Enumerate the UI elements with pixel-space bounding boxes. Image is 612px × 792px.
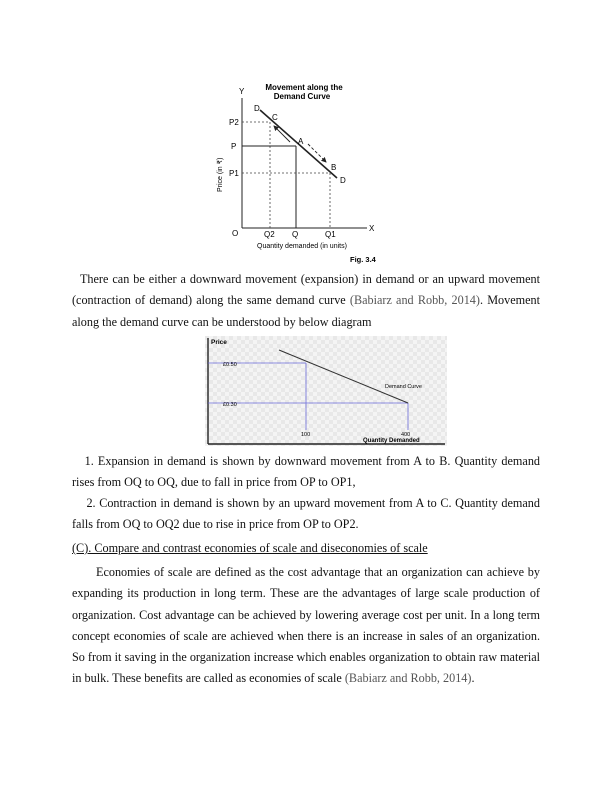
list-item-1-text: 1. Expansion in demand is shown by downward movement from A to B. Quantity demand rises from OQ to OQ, due to fall in price from OP to OP1, xyxy=(72,454,541,490)
point-d-bottom: D xyxy=(340,176,346,185)
list-item-2-text: 2. Contraction in demand is shown by an upward movement from A to C. Quantity demand falls from OQ to OQ2 due to rise in price from OP to OP2. xyxy=(72,496,540,532)
price-label-p2: P2 xyxy=(229,118,239,127)
section-heading: (C). Compare and contrast economies of scale and diseconomies of scale xyxy=(72,541,428,555)
point-d-top: D xyxy=(254,104,260,113)
x-axis-letter: X xyxy=(369,224,375,233)
x-axis-label: Quantity demanded (in units) xyxy=(257,243,347,250)
price-label-p: P xyxy=(231,142,237,151)
paragraph-movement-text: There can be either a downward movement (expansion) in demand or an upward movement (contraction of demand) along the same demand curve xyxy=(72,272,540,308)
citation: (Babiarz and Robb, 2014) xyxy=(349,293,480,308)
y-axis-label: Price (in ₹) xyxy=(217,157,224,192)
y-tick-030: £0.30 xyxy=(223,402,237,408)
list-item xyxy=(72,493,540,536)
diagram-y-label: Price xyxy=(211,339,227,346)
quantity-label-q: Q xyxy=(292,230,299,239)
diagram-background xyxy=(205,336,447,446)
point-a: A xyxy=(298,137,304,146)
citation: (Babiarz and Robb, 2014) xyxy=(344,671,472,686)
y-axis-letter: Y xyxy=(239,87,245,96)
price-label-p1: P1 xyxy=(229,169,239,178)
y-tick-050: £0.50 xyxy=(223,362,237,368)
demand-curve-label: Demand Curve xyxy=(385,384,422,390)
origin-label: O xyxy=(232,229,239,238)
x-tick-100: 100 xyxy=(301,432,311,438)
list-item xyxy=(72,451,540,494)
paragraph-movement-tail: . Movement along the demand curve can be understood by below diagram xyxy=(72,293,540,329)
figure-title-line1: Movement along the xyxy=(265,83,343,92)
paragraph-economies-text: Economies of scale are defined as the cost advantage that an organization can achieve by expanding its production in long term. These are the advantages of large scale production of organization. Cost advantage can be achieved by lowering average cost per unit. In a long term concept economies of scale are achieved when there is an increase in sales of an organization. So from it saving in the organization increase which enables organization to obtain raw material in bulk. These benefits are called as economies of scale xyxy=(72,565,540,686)
point-b: B xyxy=(331,163,337,172)
diagram-x-label: Quantity Demanded xyxy=(363,438,420,444)
quantity-label-q2: Q2 xyxy=(264,230,275,239)
quantity-label-q1: Q1 xyxy=(325,230,336,239)
figure-caption: Fig. 3.4 xyxy=(350,255,376,264)
paragraph-movement xyxy=(72,269,540,333)
demand-curve-figure xyxy=(212,80,382,265)
figure-title-line2: Demand Curve xyxy=(273,92,331,101)
point-c: C xyxy=(272,113,278,122)
paragraph-economies-tail: . xyxy=(471,671,475,686)
demand-curve-diagram xyxy=(205,336,447,446)
paragraph-economies-of-scale xyxy=(72,562,540,690)
x-tick-400: 400 xyxy=(401,432,411,438)
